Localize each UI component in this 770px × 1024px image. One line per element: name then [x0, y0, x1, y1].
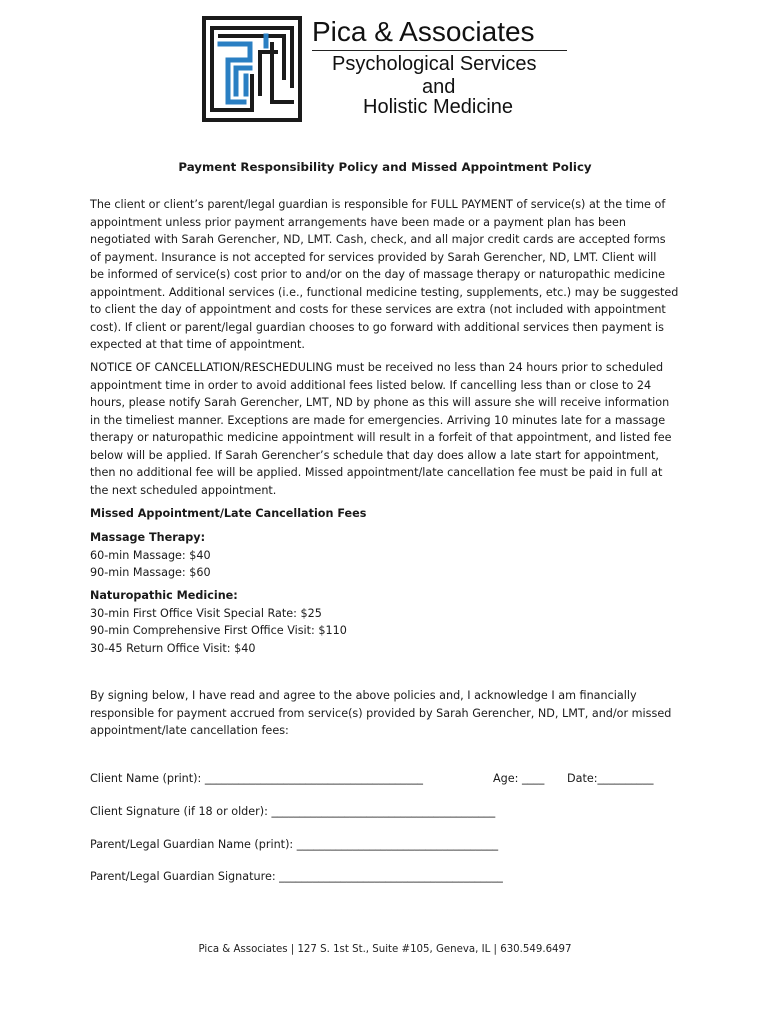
age-field[interactable]: Age: ____: [493, 772, 545, 785]
fees-heading: Missed Appointment/Late Cancellation Fees: [90, 507, 367, 520]
list-item: 30-min First Office Visit Special Rate: $25: [90, 606, 322, 620]
text-line: then no additional fee will be applied. Missed appointment/late cancellation fee must be paid in full at: [90, 466, 663, 479]
text-line: appointment unless prior payment arrangements have been made or a payment plan has been: [90, 215, 626, 229]
client-signature-field[interactable]: Client Signature (if 18 or older): ________________________________________: [90, 805, 496, 818]
brand-subtitle-1: Psychological Services: [332, 53, 537, 75]
maze-logo-icon: [202, 16, 302, 122]
naturopathic-heading: Naturopathic Medicine:: [90, 589, 238, 602]
text-line: responsible for payment accrued from service(s) provided by Sarah Gerencher, ND, LMT, and/or missed: [90, 706, 672, 720]
list-item: 90-min Comprehensive First Office Visit: $110: [90, 624, 347, 637]
text-line: of payment. Insurance is not accepted for services provided by Sarah Gerencher, ND, LMT. Client will: [90, 250, 657, 264]
list-item: 60-min Massage: $40: [90, 548, 211, 562]
text-line: therapy or naturopathic medicine appointment will result in a forfeit of that appointment, and listed fee: [90, 431, 672, 444]
text-line: to client the day of appointment and costs for these services are extra (not included with appointment: [90, 303, 666, 316]
text-line: below will be applied. If Sarah Gerencher’s schedule that day does allow a late start for appointment,: [90, 448, 659, 462]
date-field[interactable]: Date:__________: [567, 772, 654, 785]
page-title: Payment Responsibility Policy and Missed Appointment Policy: [178, 160, 592, 174]
text-line: the next scheduled appointment.: [90, 483, 277, 497]
text-line: hours, please notify Sarah Gerencher, LMT, ND by phone as this will assure she will receive information: [90, 396, 670, 409]
brand-subtitle-2: Holistic Medicine: [363, 96, 514, 118]
text-line: be informed of service(s) cost prior to and/or on the day of massage therapy or naturopathic medicine: [90, 268, 665, 281]
text-line: negotiated with Sarah Gerencher, ND, LMT. Cash, check, and all major credit cards are accepted forms: [90, 233, 666, 246]
brand-underline: [312, 50, 567, 51]
text-line: in the timeliest manner. Exceptions are made for emergencies. Arriving 10 minutes late for a massage: [90, 413, 666, 427]
cancellation-paragraph: [90, 359, 690, 499]
client-name-field[interactable]: Client Name (print): _______________________________________: [90, 772, 424, 785]
footer-address: Pica & Associates | 127 S. 1st St., Suite #105, Geneva, IL | 630.549.6497: [198, 944, 572, 955]
brand-name: Pica & Associates: [312, 16, 535, 47]
text-line: appointment. Additional services (i.e., functional medicine testing, supplements, etc.) may be suggested: [90, 285, 679, 299]
text-line: By signing below, I have read and agree to the above policies and, I acknowledge I am financially: [90, 689, 637, 702]
massage-fee-list: [90, 529, 690, 582]
text-line: NOTICE OF CANCELLATION/RESCHEDULING must be received no less than 24 hours prior to scheduled: [90, 361, 664, 374]
text-line: cost). If client or parent/legal guardian chooses to go forward with additional services then payment is: [90, 320, 664, 334]
naturopathic-fee-list: [90, 587, 690, 657]
text-line: appointment time in order to avoid additional fees listed below. If cancelling less than or close to 24: [90, 378, 652, 392]
massage-heading: Massage Therapy:: [90, 531, 206, 544]
text-line: The client or client’s parent/legal guardian is responsible for FULL PAYMENT of service(s) at the time of: [90, 198, 666, 211]
text-line: expected at that time of appointment.: [90, 338, 305, 351]
payment-paragraph: [90, 196, 690, 354]
agreement-paragraph: [90, 687, 690, 740]
list-item: 30-45 Return Office Visit: $40: [90, 641, 256, 655]
guardian-signature-field[interactable]: Parent/Legal Guardian Signature: ________________________________________: [90, 870, 503, 883]
list-item: 90-min Massage: $60: [90, 566, 211, 579]
brand-subtitle-and: and: [422, 76, 456, 98]
text-line: appointment/late cancellation fees:: [90, 724, 289, 737]
guardian-name-field[interactable]: Parent/Legal Guardian Name (print): ____________________________________: [90, 838, 499, 851]
